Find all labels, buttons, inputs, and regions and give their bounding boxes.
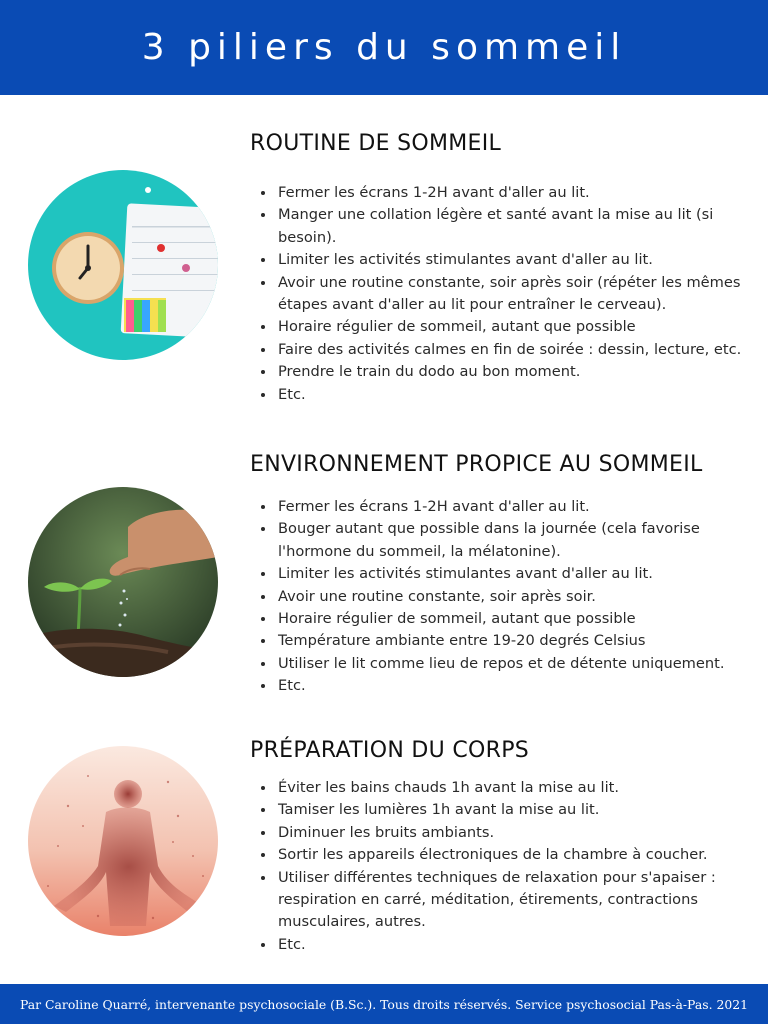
seedling-watering-image: [28, 487, 218, 677]
list-item: • Etc.: [276, 384, 748, 406]
page-title: 3 piliers du sommeil: [141, 27, 627, 68]
list-item: • Prendre le train du dodo au bon moment.: [276, 361, 748, 383]
list-item: • Faire des activités calmes en fin de soirée : dessin, lecture, etc.: [276, 339, 748, 361]
list-item: • Limiter les activités stimulantes avant d'aller au lit.: [276, 563, 748, 585]
particle-silhouette-image: [28, 746, 218, 936]
list-item: • Fermer les écrans 1-2H avant d'aller au lit.: [276, 182, 748, 204]
list-item: • Tamiser les lumières 1h avant la mise au lit.: [276, 799, 748, 821]
list-item: • Limiter les activités stimulantes avant d'aller au lit.: [276, 249, 748, 271]
footer-credits: Par Caroline Quarré, intervenante psychosociale (B.Sc.). Tous droits réservés. Service psychosocial Pas-à-Pas. 2021: [20, 996, 748, 1012]
list-item: • Manger une collation légère et santé avant la mise au lit (si besoin).: [276, 204, 748, 249]
list-item: • Avoir une routine constante, soir après soir (répéter les mêmes étapes avant d'aller au lit pour entraîner le cerveau).: [276, 272, 748, 317]
section-title-routine: ROUTINE DE SOMMEIL: [250, 131, 502, 156]
list-item: • Horaire régulier de sommeil, autant que possible: [276, 316, 748, 338]
environnement-list: [258, 496, 748, 698]
list-item: • Diminuer les bruits ambiants.: [276, 822, 748, 844]
list-item: • Utiliser différentes techniques de relaxation pour s'apaiser : respiration en carré, méditation, étirements, contractions musculaires, autres.: [276, 867, 748, 934]
section-title-environnement: ENVIRONNEMENT PROPICE AU SOMMEIL: [250, 452, 703, 477]
list-item: • Température ambiante entre 19-20 degrés Celsius: [276, 630, 748, 652]
header-banner: [0, 0, 768, 95]
footer-banner: [0, 984, 768, 1024]
list-item: • Horaire régulier de sommeil, autant que possible: [276, 608, 748, 630]
list-item: • Fermer les écrans 1-2H avant d'aller au lit.: [276, 496, 748, 518]
list-item: • Sortir les appareils électroniques de la chambre à coucher.: [276, 844, 748, 866]
list-item: • Bouger autant que possible dans la journée (cela favorise l'hormone du sommeil, la mélatonine).: [276, 518, 748, 563]
routine-list: [258, 182, 748, 406]
preparation-list: [258, 777, 748, 956]
list-item: • Avoir une routine constante, soir après soir.: [276, 586, 748, 608]
list-item: • Etc.: [276, 675, 748, 697]
list-item: • Éviter les bains chauds 1h avant la mise au lit.: [276, 777, 748, 799]
section-title-preparation: PRÉPARATION DU CORPS: [250, 738, 530, 763]
list-item: • Etc.: [276, 934, 748, 956]
clock-calendar-image: [28, 170, 218, 360]
list-item: • Utiliser le lit comme lieu de repos et de détente uniquement.: [276, 653, 748, 675]
